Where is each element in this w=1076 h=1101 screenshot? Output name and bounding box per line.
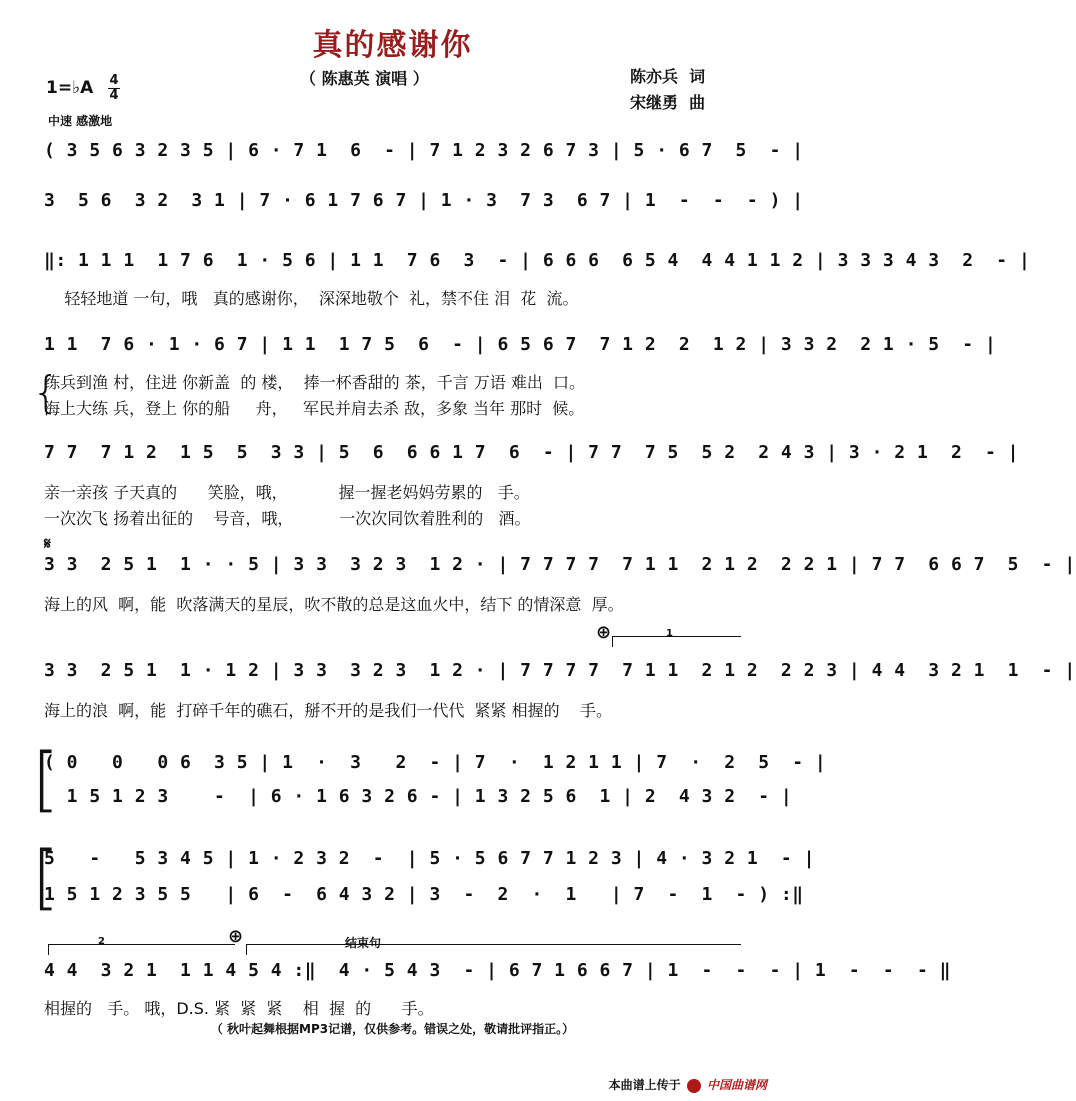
- staff-row-7: 3 3 2 5 1 1 · 1 2 | 3 3 3 2 3 1 2 · | 7 7 7 7 7 1 1 2 1 2 2 2 3 | 4 4 3 2 1 1 - |: [44, 660, 1076, 681]
- staff-row-10: 4 4 3 2 1 1 1 4 5 4 :‖ 4 · 5 4 3 - | 6 7 1 6 6 7 | 1 - - - | 1 - - - ‖: [44, 960, 951, 981]
- performer: （ 陈惠英 演唱 ）: [300, 69, 429, 88]
- site-logo-icon: [687, 1079, 701, 1093]
- ending-label: 结束句: [345, 936, 382, 950]
- time-top: 4: [109, 73, 119, 88]
- transcription-note: （ 秋叶起舞根据MP3记谱，仅供参考。错误之处，敬请批评指正。）: [210, 1022, 575, 1036]
- staff-row-9b: 1 5 1 2 3 5 5 | 6 - 6 4 3 2 | 3 - 2 · 1 | 7 - 1 - ) :‖: [44, 884, 804, 905]
- staff-row-6: 3 3 2 5 1 1 · · 5 | 3 3 3 2 3 1 2 · | 7 7 7 7 7 1 1 2 1 2 2 2 1 | 7 7 6 6 7 5 - |: [44, 554, 1076, 575]
- segno-icon: 𝄋: [44, 534, 51, 553]
- staff-row-8a: ( 0 0 0 6 3 5 | 1 · 3 2 - | 7 · 1 2 1 1 | 7 · 2 5 - |: [44, 752, 827, 773]
- volta-bracket-1: [612, 636, 741, 647]
- lyric-row-7: 海上的浪 啊，能 打碎千年的礁石，掰不开的是我们一代代 紧紧 相握的 手。: [44, 701, 612, 720]
- time-bottom: 4: [109, 88, 119, 103]
- staff-row-2: 3 5 6 3 2 3 1 | 7 · 6 1 7 6 7 | 1 · 3 7 3 6 7 | 1 - - - ) |: [44, 190, 804, 211]
- credits: [630, 64, 705, 116]
- lyric-row-10: 相握的 手。 哦，D.S. 紧 紧 紧 相 握 的 手。: [44, 999, 434, 1018]
- composer: 宋继勇 曲: [630, 93, 706, 112]
- lyric-row-5b: 一次次飞 扬着出征的 号音，哦， 一次次同饮着胜利的 酒。: [44, 509, 531, 528]
- lyric-row-5a: 亲一亲孩 子天真的 笑脸，哦， 握一握老妈妈劳累的 手。: [44, 483, 530, 502]
- staff-row-1: ( 3 5 6 3 2 3 5 | 6 · 7 1 6 - | 7 1 2 3 2 6 7 3 | 5 · 6 7 5 - |: [44, 140, 804, 161]
- volta-1-label: 1: [666, 628, 673, 639]
- staff-row-4: 1 1 7 6 · 1 · 6 7 | 1 1 1 7 5 6 - | 6 5 6 7 7 1 2 2 1 2 | 3 3 2 2 1 · 5 - |: [44, 334, 997, 355]
- footer-prefix: 本曲谱上传于: [608, 1078, 681, 1092]
- coda-icon: ⊕: [596, 622, 612, 643]
- footer: [609, 1076, 767, 1093]
- coda-icon-2: ⊕: [228, 926, 244, 947]
- lyric-row-6: 海上的风 啊，能 吹落满天的星辰，吹不散的总是这血火中，结下 的情深意 厚。: [44, 595, 624, 614]
- tempo-marking: 中速 感激地: [48, 114, 113, 128]
- staff-row-3: ‖: 1 1 1 1 7 6 1 · 5 6 | 1 1 7 6 3 - | 6 6 6 6 5 4 4 4 1 1 2 | 3 3 3 4 3 2 - |: [44, 250, 1031, 271]
- lyric-row-3: 轻轻地道 一句，哦 真的感谢你， 深深地敬个 礼，禁不住 泪 花 流。: [44, 289, 579, 308]
- footer-site: 中国曲谱网: [706, 1078, 767, 1092]
- page-title: 真的感谢你: [312, 28, 473, 63]
- ending-bracket: [246, 944, 741, 955]
- staff-row-5: 7 7 7 1 2 1 5 5 3 3 | 5 6 6 6 1 7 6 - | 7 7 7 5 5 2 2 4 3 | 3 · 2 1 2 - |: [44, 442, 1019, 463]
- volta-2-label: 2: [98, 936, 105, 947]
- staff-row-9a: 5 - 5 3 4 5 | 1 · 2 3 2 - | 5 · 5 6 7 7 1 2 3 | 4 · 3 2 1 - |: [44, 848, 815, 869]
- lyricist: 陈亦兵 词: [630, 67, 706, 86]
- staff-row-8b: 1 5 1 2 3 - | 6 · 1 6 3 2 6 - | 1 3 2 5 6 1 | 2 4 3 2 - |: [44, 786, 793, 807]
- lyric-row-4b: 海上大练 兵，登上 你的船 舟， 军民并肩去杀 敌，多象 当年 那时 候。: [44, 399, 585, 418]
- lyric-row-4a: 练兵到渔 村，住进 你新盖 的 楼， 捧一杯香甜的 茶，千言 万语 难出 口。: [44, 373, 586, 392]
- system-brace-2: [: [32, 836, 60, 918]
- system-brace-1: [: [32, 738, 60, 820]
- verse-brace: {: [32, 367, 60, 418]
- key-signature: 1=♭A: [46, 78, 94, 98]
- volta-bracket-2: [48, 944, 235, 955]
- time-signature: [108, 74, 120, 103]
